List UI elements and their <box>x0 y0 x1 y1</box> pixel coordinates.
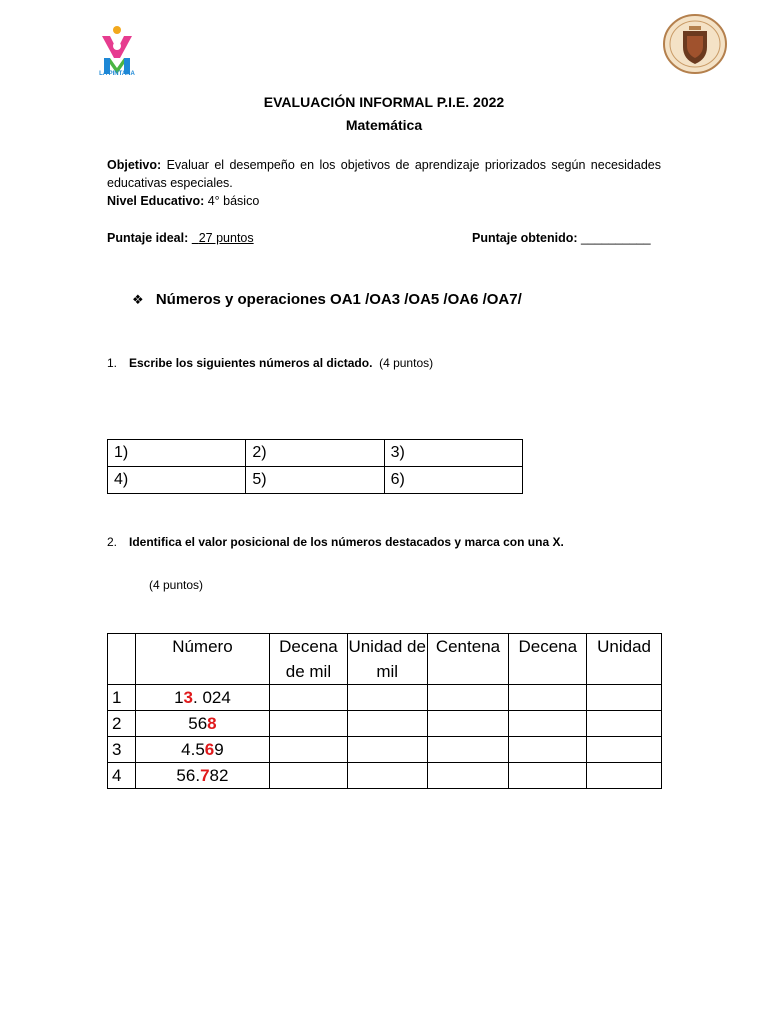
question-2-text: Identifica el valor posicional de los números destacados y marca con una X. <box>129 535 564 549</box>
answer-cell[interactable]: 2) <box>246 440 384 467</box>
score-ideal-value: 27 puntos <box>198 231 254 245</box>
header-cell-hundreds: Centena <box>427 634 509 685</box>
mark-cell[interactable] <box>587 763 662 789</box>
number-cell: 13. 024 <box>135 685 269 711</box>
mark-cell[interactable] <box>509 763 587 789</box>
header-cell-units: Unidad <box>587 634 662 685</box>
answer-cell[interactable]: 5) <box>246 467 384 494</box>
score-obtained-blank[interactable]: __________ <box>581 231 651 245</box>
mark-cell[interactable] <box>270 737 348 763</box>
answer-cell[interactable]: 3) <box>384 440 522 467</box>
score-obtained-label: Puntaje obtenido: <box>472 231 578 245</box>
score-obtained <box>472 231 651 245</box>
objective-paragraph <box>107 156 661 192</box>
mark-cell[interactable] <box>587 737 662 763</box>
question-2-number: 2. <box>107 535 118 549</box>
mark-cell[interactable] <box>427 763 509 789</box>
header-cell-thousands: Unidad de mil <box>347 634 427 685</box>
row-index: 4 <box>108 763 136 789</box>
table-row <box>108 763 662 789</box>
section-heading <box>132 291 522 308</box>
mark-cell[interactable] <box>347 737 427 763</box>
number-cell: 568 <box>135 711 269 737</box>
row-index: 3 <box>108 737 136 763</box>
mark-cell[interactable] <box>427 737 509 763</box>
mark-cell[interactable] <box>347 685 427 711</box>
table-row <box>108 711 662 737</box>
section-title-text: Números y operaciones OA1 /OA3 /OA5 /OA6 /OA7/ <box>155 291 522 308</box>
school-seal-icon <box>663 14 727 74</box>
question-1-text: Escribe los siguientes números al dictado. <box>129 356 373 370</box>
question-2 <box>107 535 564 549</box>
mark-cell[interactable] <box>427 685 509 711</box>
header-cell-index <box>108 634 136 685</box>
table-row <box>108 467 523 494</box>
mark-cell[interactable] <box>509 711 587 737</box>
mark-cell[interactable] <box>587 711 662 737</box>
header-cell-ten-thousands: Decena de mil <box>270 634 348 685</box>
question-1 <box>107 356 433 370</box>
question-2-points: (4 puntos) <box>149 578 204 592</box>
objective-text: Evaluar el desempeño en los objetivos de aprendizaje priorizados según necesidades educativas especiales. <box>107 158 661 190</box>
mark-cell[interactable] <box>347 711 427 737</box>
number-cell: 4.569 <box>135 737 269 763</box>
mark-cell[interactable] <box>270 685 348 711</box>
mark-cell[interactable] <box>509 737 587 763</box>
highlighted-digit: 6 <box>204 739 215 759</box>
highlighted-digit: 3 <box>183 687 193 707</box>
table-row <box>108 440 523 467</box>
table-header-row <box>108 634 662 685</box>
table-row <box>108 737 662 763</box>
level-line <box>107 192 661 210</box>
score-ideal-label: Puntaje ideal: <box>107 231 189 245</box>
level-label: Nivel Educativo: <box>107 194 205 208</box>
answer-cell[interactable]: 6) <box>384 467 522 494</box>
logo-caption: LA PINTANA <box>99 71 135 77</box>
mark-cell[interactable] <box>587 685 662 711</box>
answer-cell[interactable]: 1) <box>108 440 246 467</box>
mark-cell[interactable] <box>347 763 427 789</box>
place-value-table <box>107 633 662 789</box>
mark-cell[interactable] <box>509 685 587 711</box>
number-cell: 56.782 <box>135 763 269 789</box>
table-row <box>108 685 662 711</box>
score-ideal <box>107 231 254 245</box>
document-title: EVALUACIÓN INFORMAL P.I.E. 2022 <box>263 94 505 110</box>
mark-cell[interactable] <box>427 711 509 737</box>
question-1-points: (4 puntos) <box>379 356 434 370</box>
highlighted-digit: 7 <box>200 765 210 785</box>
row-index: 1 <box>108 685 136 711</box>
document-subtitle: Matemática <box>345 117 423 133</box>
header-cell-tens: Decena <box>509 634 587 685</box>
mark-cell[interactable] <box>270 763 348 789</box>
dictation-table <box>107 439 523 494</box>
diamond-bullet-icon: ❖ <box>132 292 144 307</box>
level-value: 4° básico <box>207 194 260 208</box>
row-index: 2 <box>108 711 136 737</box>
mark-cell[interactable] <box>270 711 348 737</box>
highlighted-digit: 8 <box>207 713 217 733</box>
answer-cell[interactable]: 4) <box>108 467 246 494</box>
objective-label: Objetivo: <box>107 158 162 172</box>
header-cell-number: Número <box>135 634 269 685</box>
question-1-number: 1. <box>107 356 118 370</box>
